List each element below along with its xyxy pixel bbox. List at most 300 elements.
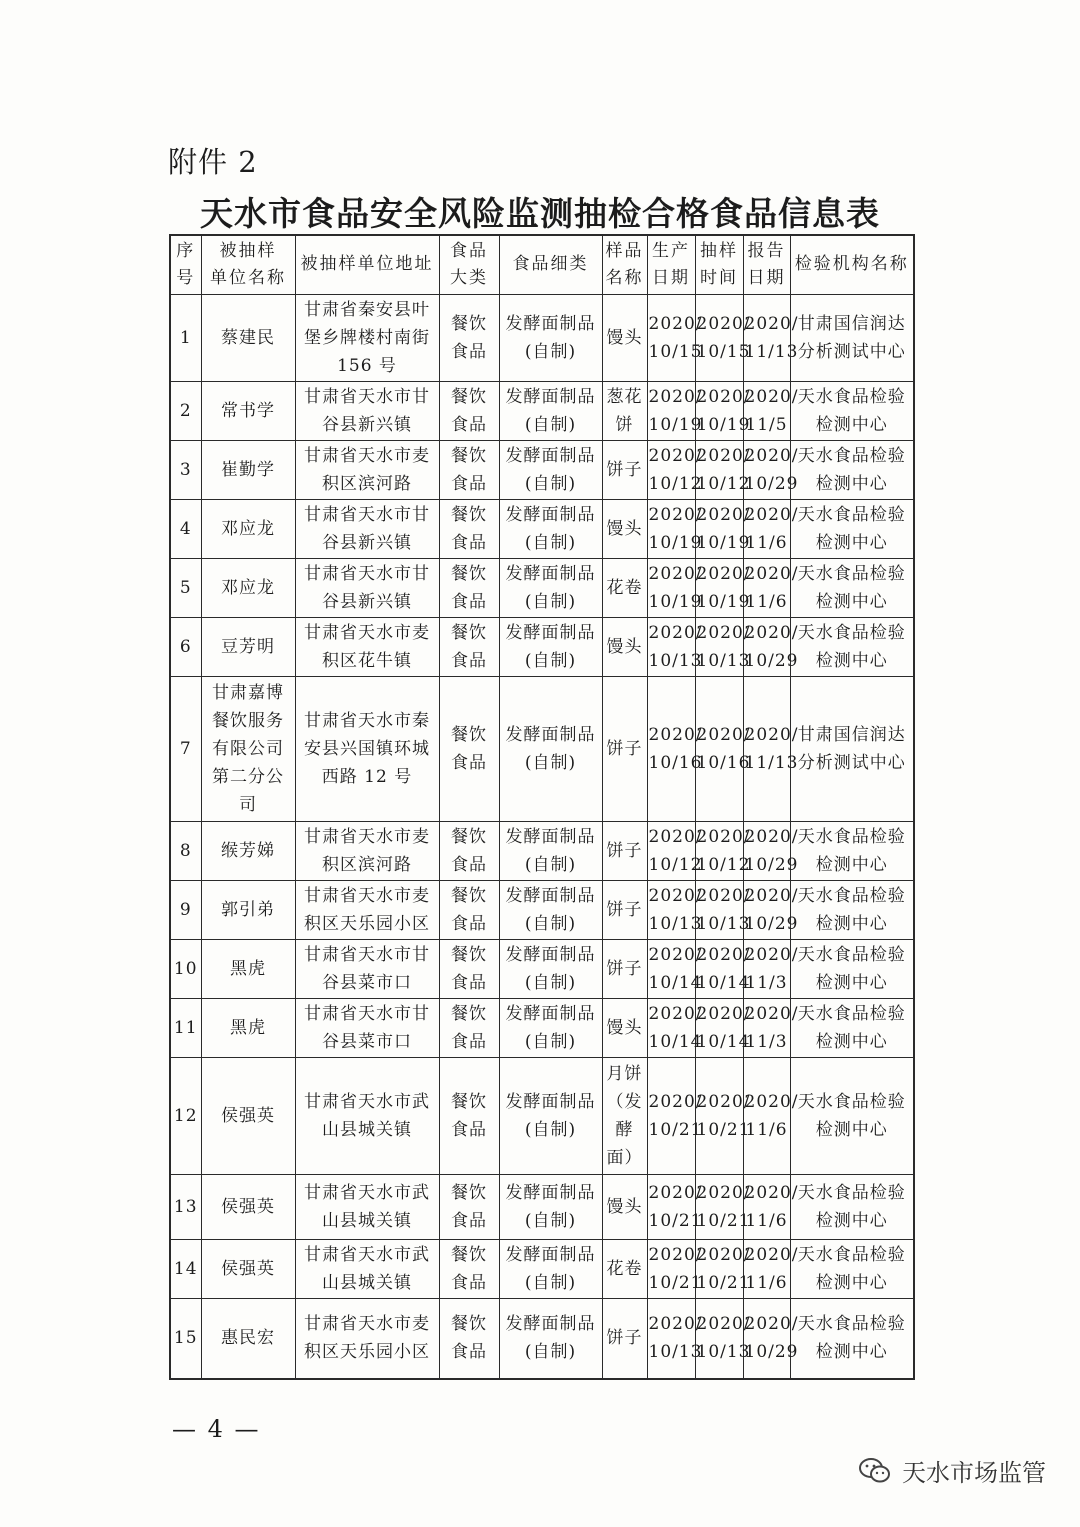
cell-inspection-agency	[790, 558, 914, 617]
cell-unit-address	[295, 1298, 439, 1379]
cell-line: 10/12	[696, 854, 751, 875]
cell-unit-name	[201, 617, 295, 676]
table-row	[170, 1057, 914, 1174]
cell-line: 甘肃省天水市甘	[304, 563, 430, 584]
cell-sample-name	[602, 558, 647, 617]
cell-line: (自制)	[524, 752, 577, 773]
cell-line: 发酵面制品	[505, 826, 596, 847]
cell-sample-name	[602, 617, 647, 676]
cell-line: 2020/	[696, 622, 751, 643]
cell-line: 谷县新兴镇	[322, 532, 412, 553]
cell-production-date	[647, 499, 703, 558]
cell-sample-name	[602, 294, 647, 381]
cell-production-date	[647, 676, 703, 821]
cell-line: 甘肃省天水市甘	[304, 504, 430, 525]
cell-line: 11/5	[745, 414, 788, 435]
cell-sampling-date	[695, 821, 751, 880]
cell-food-category	[439, 1239, 499, 1298]
cell-line: 10/19	[696, 591, 751, 612]
cell-line: 花卷	[606, 1258, 643, 1279]
cell-index	[170, 294, 201, 381]
cell-line: 分析测试中心	[797, 752, 906, 773]
cell-unit-address	[295, 558, 439, 617]
cell-line: 食品	[451, 913, 487, 934]
cell-sample-name	[602, 1239, 647, 1298]
cell-line: 甘肃国信润达	[797, 724, 906, 745]
cell-line: 检测中心	[815, 532, 888, 553]
cell-line: 食品细类	[512, 254, 589, 275]
cell-unit-name	[201, 294, 295, 381]
cell-line: 序	[176, 240, 196, 261]
cell-line: 号	[176, 267, 196, 288]
cell-production-date	[647, 939, 703, 998]
cell-line: 时间	[700, 267, 738, 288]
cell-line: 安县兴国镇环城	[304, 738, 430, 759]
cell-food-subcategory	[499, 880, 602, 939]
cell-line: 天水食品检验	[797, 826, 906, 847]
cell-line: (自制)	[524, 1342, 577, 1363]
cell-line: 餐饮	[451, 1244, 487, 1265]
cell-line: 甘肃省天水市武	[304, 1244, 430, 1265]
cell-line: 7	[179, 738, 192, 759]
cell-report-date	[743, 440, 799, 499]
cell-line: 2020/	[696, 1091, 751, 1112]
cell-line: 2020/	[648, 1314, 703, 1335]
cell-line: 10/14	[648, 972, 703, 993]
cell-line: 月饼	[606, 1063, 643, 1084]
cell-line: 被抽样	[219, 240, 277, 261]
cell-line: 发酵面制品	[505, 1003, 596, 1024]
cell-line: 甘肃省天水市甘	[304, 1003, 430, 1024]
cell-production-date	[647, 880, 703, 939]
cell-line: 食品	[451, 650, 487, 671]
cell-line: (自制)	[524, 1031, 577, 1052]
cell-line: 抽样	[700, 240, 738, 261]
cell-line: 10/15	[648, 341, 703, 362]
cell-index	[170, 440, 201, 499]
header-sampling-date	[695, 235, 743, 294]
cell-report-date	[743, 381, 799, 440]
cell-line: 餐饮	[451, 386, 487, 407]
cell-line: 面）	[606, 1147, 643, 1168]
cell-unit-address	[295, 294, 439, 381]
cell-line: 积区滨河路	[322, 473, 412, 494]
cell-line: 单位名称	[210, 267, 286, 288]
cell-line: 食品	[451, 1031, 487, 1052]
cell-production-date	[647, 821, 703, 880]
cell-line: 第二分公	[212, 766, 284, 787]
cell-unit-address	[295, 499, 439, 558]
cell-food-subcategory	[499, 998, 602, 1057]
cell-line: 侯强英	[221, 1258, 275, 1279]
cell-line: 2020/	[696, 1003, 751, 1024]
table-row	[170, 821, 914, 880]
cell-food-subcategory	[499, 558, 602, 617]
cell-line: 山县城关镇	[322, 1272, 412, 1293]
cell-production-date	[647, 1298, 703, 1379]
cell-line: 甘肃嘉博	[212, 682, 284, 703]
cell-line: 2020/	[744, 445, 799, 466]
cell-line: 检测中心	[815, 1119, 888, 1140]
cell-line: 酵	[615, 1119, 634, 1140]
table-row	[170, 440, 914, 499]
header-index	[170, 235, 201, 294]
cell-index	[170, 676, 201, 821]
cell-line: 发酵面制品	[505, 944, 596, 965]
cell-line: 8	[179, 840, 192, 861]
cell-line: 10/13	[696, 1342, 751, 1363]
cell-line: 发酵面制品	[505, 622, 596, 643]
cell-line: 食品	[451, 972, 487, 993]
cell-unit-name	[201, 1057, 295, 1174]
cell-line: 2020/	[744, 622, 799, 643]
cell-line: 餐饮	[451, 826, 487, 847]
cell-line: 天水食品检验	[797, 445, 906, 466]
cell-line: 饼子	[606, 459, 643, 480]
cell-line: 检测中心	[815, 972, 888, 993]
cell-line: 甘肃省天水市武	[304, 1182, 430, 1203]
cell-line: 积区花牛镇	[322, 650, 412, 671]
cell-line: 2020/	[648, 1244, 703, 1265]
cell-line: 11	[173, 1017, 198, 1038]
wechat-icon	[858, 1457, 892, 1485]
cell-inspection-agency	[790, 880, 914, 939]
table-row	[170, 880, 914, 939]
cell-line: 15	[173, 1328, 198, 1349]
page-number: — 4 —	[172, 1415, 261, 1443]
cell-sample-name	[602, 1174, 647, 1239]
cell-sampling-date	[695, 1239, 751, 1298]
cell-line: 谷县菜市口	[322, 1031, 412, 1052]
cell-line: 餐饮	[451, 1182, 487, 1203]
cell-line: 天水食品检验	[797, 504, 906, 525]
header-inspection-agency	[790, 235, 914, 294]
table-header-row	[170, 235, 914, 294]
cell-unit-name	[201, 880, 295, 939]
cell-unit-name	[201, 939, 295, 998]
cell-line: 11/6	[745, 1210, 788, 1231]
cell-line: (自制)	[524, 650, 577, 671]
cell-unit-address	[295, 1239, 439, 1298]
cell-line: 10/13	[648, 913, 703, 934]
cell-line: 2020/	[696, 885, 751, 906]
cell-line: 发酵面制品	[505, 885, 596, 906]
cell-line: (自制)	[524, 532, 577, 553]
cell-food-subcategory	[499, 1239, 602, 1298]
cell-line: 10/12	[648, 473, 703, 494]
cell-line: 10/13	[696, 650, 751, 671]
cell-line: 10/13	[648, 1342, 703, 1363]
cell-sampling-date	[695, 440, 751, 499]
cell-sampling-date	[695, 499, 751, 558]
cell-index	[170, 880, 201, 939]
cell-report-date	[743, 821, 799, 880]
cell-line: 10/21	[648, 1119, 703, 1140]
cell-unit-address	[295, 998, 439, 1057]
cell-inspection-agency	[790, 821, 914, 880]
cell-unit-name	[201, 381, 295, 440]
cell-line: 10/19	[648, 414, 703, 435]
cell-index	[170, 558, 201, 617]
cell-line: 2020/	[648, 386, 703, 407]
cell-food-category	[439, 440, 499, 499]
cell-inspection-agency	[790, 1174, 914, 1239]
table-row	[170, 558, 914, 617]
cell-line: 大类	[450, 267, 488, 288]
cell-line: 2020/	[744, 885, 799, 906]
cell-line: 2	[179, 400, 192, 421]
cell-food-subcategory	[499, 1057, 602, 1174]
cell-line: 11/6	[745, 532, 788, 553]
cell-food-category	[439, 676, 499, 821]
cell-line: 10/19	[648, 591, 703, 612]
cell-line: 食品	[451, 752, 487, 773]
cell-food-category	[439, 939, 499, 998]
cell-line: 10/19	[648, 532, 703, 553]
cell-line: 天水食品检验	[797, 1003, 906, 1024]
cell-line: 发酵面制品	[505, 504, 596, 525]
cell-line: (自制)	[524, 341, 577, 362]
cell-food-category	[439, 294, 499, 381]
cell-unit-name	[201, 821, 295, 880]
cell-line: 11/6	[745, 1272, 788, 1293]
cell-food-category	[439, 998, 499, 1057]
cell-line: 2020/	[648, 563, 703, 584]
cell-line: 2020/	[648, 445, 703, 466]
cell-line: 食品	[451, 532, 487, 553]
cell-line: (自制)	[524, 1210, 577, 1231]
cell-line: 10/21	[696, 1272, 751, 1293]
cell-index	[170, 617, 201, 676]
cell-line: 山县城关镇	[322, 1119, 412, 1140]
cell-line: 馒头	[606, 636, 643, 657]
cell-line: 邓应龙	[221, 577, 275, 598]
header-unit-address	[295, 235, 439, 294]
cell-line: 豆芳明	[221, 636, 275, 657]
cell-sampling-date	[695, 558, 751, 617]
cell-report-date	[743, 558, 799, 617]
cell-line: 10/21	[648, 1272, 703, 1293]
table-row	[170, 998, 914, 1057]
cell-line: 餐饮	[451, 563, 487, 584]
cell-line: 10/16	[648, 752, 703, 773]
cell-line: 食品	[451, 1210, 487, 1231]
cell-line: 2020/	[744, 724, 799, 745]
cell-sampling-date	[695, 676, 751, 821]
cell-food-subcategory	[499, 1174, 602, 1239]
cell-report-date	[743, 294, 799, 381]
cell-line: 2020/	[696, 724, 751, 745]
cell-food-subcategory	[499, 821, 602, 880]
cell-line: 12	[173, 1105, 198, 1126]
cell-line: 饼子	[606, 958, 643, 979]
cell-line: (自制)	[524, 854, 577, 875]
table-row	[170, 617, 914, 676]
cell-sample-name	[602, 440, 647, 499]
cell-line: 食品	[451, 1342, 487, 1363]
cell-line: 食品	[451, 1119, 487, 1140]
cell-line: 检测中心	[815, 650, 888, 671]
cell-line: 2020/	[696, 1244, 751, 1265]
cell-food-category	[439, 617, 499, 676]
cell-line: 甘肃国信润达	[797, 313, 906, 334]
cell-line: 6	[179, 636, 192, 657]
cell-line: 10/29	[744, 473, 799, 494]
cell-food-category	[439, 1174, 499, 1239]
cell-line: 天水食品检验	[797, 944, 906, 965]
cell-line: 10/13	[696, 913, 751, 934]
cell-line: 发酵面制品	[505, 1244, 596, 1265]
cell-line: (自制)	[524, 1119, 577, 1140]
cell-index	[170, 1174, 201, 1239]
cell-line: 2020/	[648, 313, 703, 334]
cell-line: 餐饮	[451, 944, 487, 965]
cell-line: 甘肃省天水市麦	[304, 885, 430, 906]
cell-production-date	[647, 1057, 703, 1174]
cell-sample-name	[602, 998, 647, 1057]
cell-line: 2020/	[744, 504, 799, 525]
cell-line: 侯强英	[221, 1196, 275, 1217]
cell-line: 2020/	[696, 386, 751, 407]
cell-line: 检测中心	[815, 1210, 888, 1231]
cell-line: 司	[239, 794, 257, 815]
table-row	[170, 381, 914, 440]
cell-line: 发酵面制品	[505, 724, 596, 745]
cell-line: 食品	[450, 240, 488, 261]
cell-line: 10/29	[744, 1342, 799, 1363]
page-title: 天水市食品安全风险监测抽检合格食品信息表	[200, 194, 880, 233]
cell-line: 10/14	[648, 1031, 703, 1052]
cell-inspection-agency	[790, 1298, 914, 1379]
cell-unit-address	[295, 676, 439, 821]
cell-line: 食品	[451, 473, 487, 494]
cell-unit-name	[201, 1174, 295, 1239]
cell-line: 餐饮	[451, 445, 487, 466]
cell-line: 谷县新兴镇	[322, 414, 412, 435]
cell-line: 甘肃省天水市麦	[304, 622, 430, 643]
cell-line: 2020/	[744, 313, 799, 334]
cell-index	[170, 381, 201, 440]
cell-line: 天水食品检验	[797, 386, 906, 407]
cell-line: 被抽样单位地址	[300, 254, 434, 275]
cell-line: 2020/	[648, 1182, 703, 1203]
cell-line: 2020/	[696, 313, 751, 334]
table-row	[170, 676, 914, 821]
cell-inspection-agency	[790, 440, 914, 499]
cell-food-category	[439, 821, 499, 880]
cell-line: (自制)	[524, 414, 577, 435]
cell-line: 馒头	[606, 1017, 643, 1038]
cell-line: 2020/	[648, 622, 703, 643]
cell-line: 2020/	[744, 944, 799, 965]
cell-unit-name	[201, 499, 295, 558]
cell-line: 发酵面制品	[505, 1314, 596, 1335]
cell-sampling-date	[695, 880, 751, 939]
attachment-label: 附件 2	[168, 145, 258, 179]
table-row	[170, 1298, 914, 1379]
cell-line: 样品	[605, 240, 644, 261]
cell-line: 10/14	[696, 1031, 751, 1052]
cell-line: 餐饮	[451, 724, 487, 745]
cell-sample-name	[602, 1057, 647, 1174]
cell-sampling-date	[695, 381, 751, 440]
cell-line: 餐饮	[451, 1091, 487, 1112]
cell-inspection-agency	[790, 998, 914, 1057]
cell-index	[170, 1298, 201, 1379]
cell-line: 崔勤学	[221, 459, 275, 480]
cell-line: 甘肃省天水市甘	[304, 386, 430, 407]
cell-line: 食品	[451, 341, 487, 362]
cell-unit-name	[201, 998, 295, 1057]
cell-line: 10/21	[696, 1210, 751, 1231]
cell-report-date	[743, 676, 799, 821]
cell-line: 5	[179, 577, 192, 598]
cell-line: 3	[179, 459, 192, 480]
table-row	[170, 1174, 914, 1239]
cell-line: 葱花	[606, 386, 643, 407]
cell-food-subcategory	[499, 440, 602, 499]
table-row	[170, 1239, 914, 1298]
cell-line: 2020/	[744, 1244, 799, 1265]
cell-unit-name	[201, 440, 295, 499]
cell-index	[170, 1057, 201, 1174]
cell-line: 11/6	[745, 591, 788, 612]
cell-line: 谷县菜市口	[322, 972, 412, 993]
cell-line: 餐饮	[451, 885, 487, 906]
cell-report-date	[743, 499, 799, 558]
cell-line: 13	[173, 1196, 198, 1217]
table-row	[170, 499, 914, 558]
cell-line: 2020/	[744, 826, 799, 847]
cell-line: 14	[173, 1258, 198, 1279]
cell-line: 2020/	[744, 563, 799, 584]
cell-line: 分析测试中心	[797, 341, 906, 362]
cell-line: 馒头	[606, 1196, 643, 1217]
cell-line: 黑虎	[230, 1017, 266, 1038]
cell-report-date	[743, 1239, 799, 1298]
cell-line: 谷县新兴镇	[322, 591, 412, 612]
cell-line: 积区天乐园小区	[304, 1342, 430, 1363]
cell-line: 2020/	[696, 1182, 751, 1203]
cell-line: 天水食品检验	[797, 1314, 906, 1335]
header-unit-name	[201, 235, 295, 294]
cell-report-date	[743, 1057, 799, 1174]
cell-production-date	[647, 617, 703, 676]
cell-line: 2020/	[648, 885, 703, 906]
cell-line: 食品	[451, 854, 487, 875]
cell-line: (自制)	[524, 972, 577, 993]
cell-line: 日期	[652, 267, 690, 288]
cell-line: 2020/	[696, 563, 751, 584]
cell-line: 2020/	[648, 504, 703, 525]
cell-sample-name	[602, 821, 647, 880]
header-report-date	[743, 235, 790, 294]
cell-line: 餐饮	[451, 504, 487, 525]
cell-inspection-agency	[790, 617, 914, 676]
cell-line: 餐饮服务	[212, 710, 284, 731]
cell-line: 10/12	[648, 854, 703, 875]
cell-line: 天水食品检验	[797, 1182, 906, 1203]
cell-line: 食品	[451, 591, 487, 612]
cell-line: 11/3	[745, 1031, 788, 1052]
cell-inspection-agency	[790, 1057, 914, 1174]
cell-line: 10/29	[744, 854, 799, 875]
cell-line: 2020/	[744, 1182, 799, 1203]
cell-line: 2020/	[696, 445, 751, 466]
cell-food-subcategory	[499, 1298, 602, 1379]
cell-line: 检测中心	[815, 1342, 888, 1363]
cell-line: 郭引弟	[221, 899, 275, 920]
